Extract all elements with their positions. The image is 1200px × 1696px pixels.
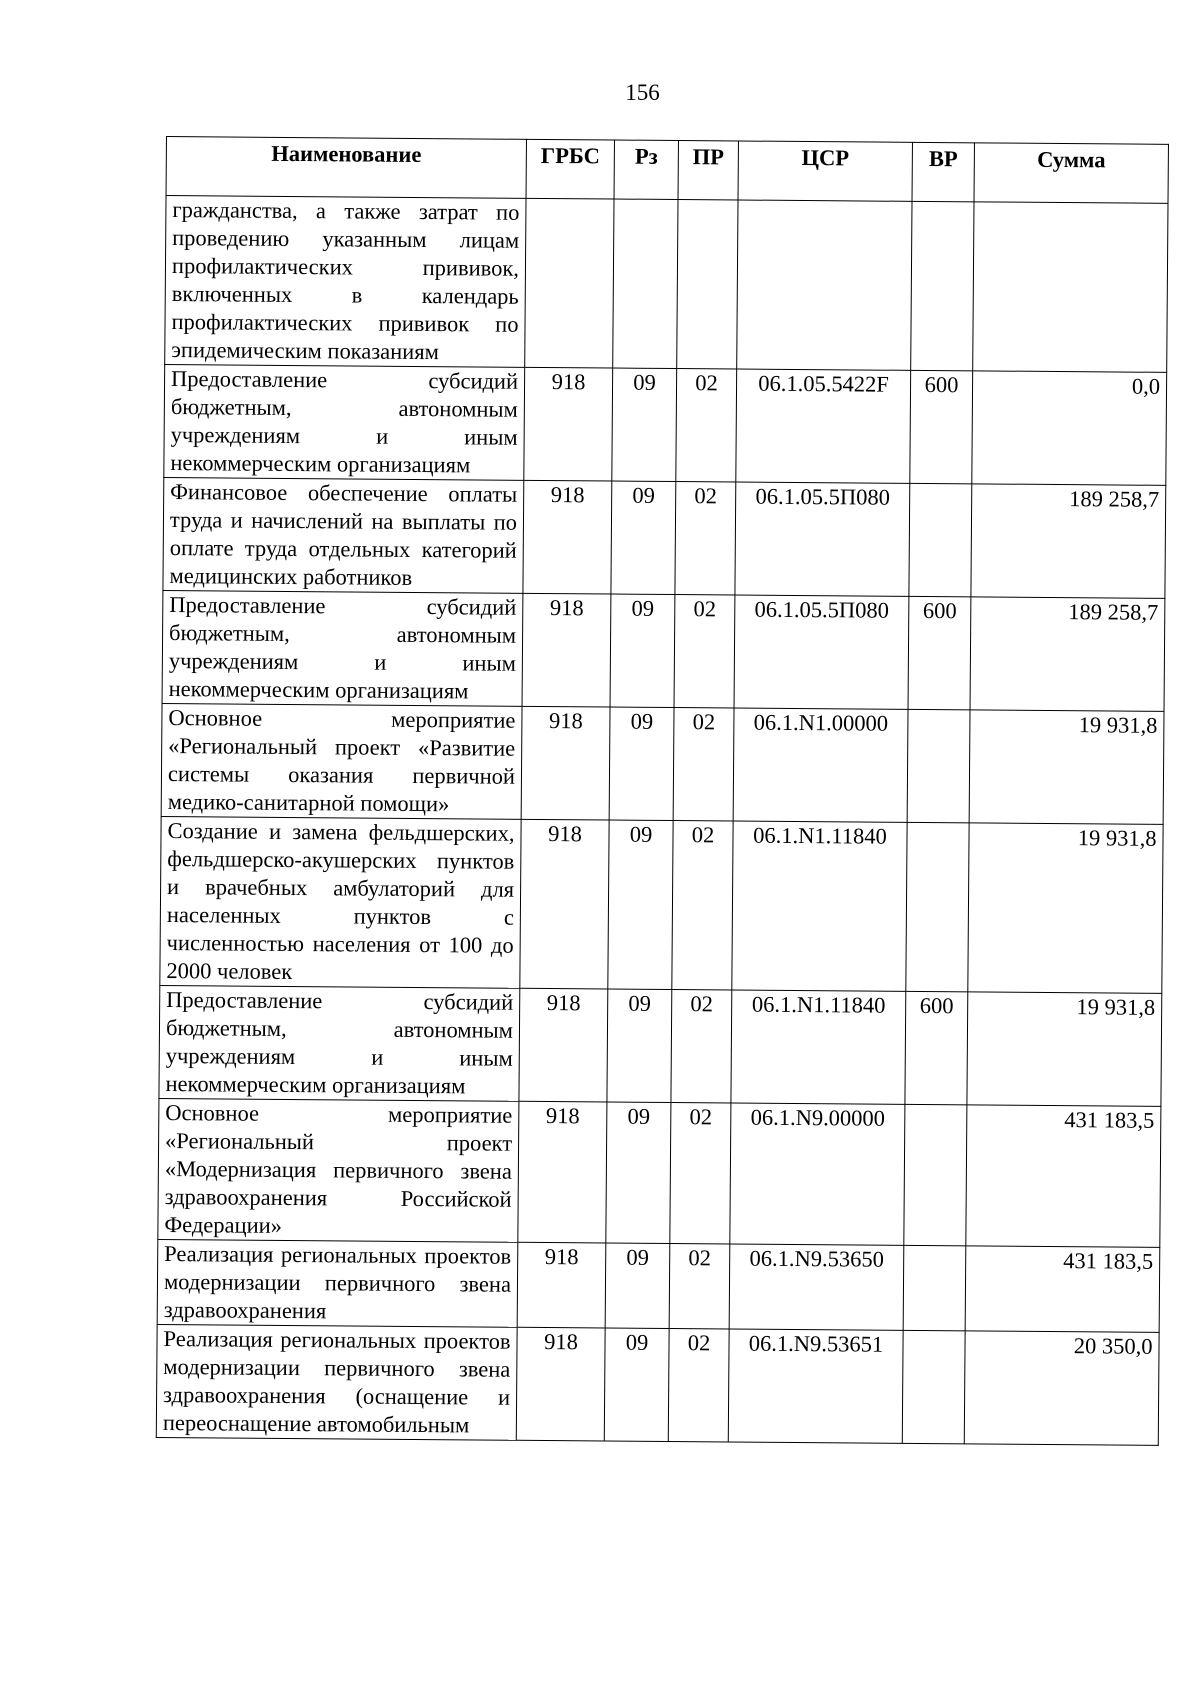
row-csr: 06.1.N1.00000 (733, 708, 908, 822)
row-name: гражданства, а также затрат по проведению указанным лицам профилактических прививок, включенных в календарь профилактических прививок по эпидемическим показаниям (165, 196, 526, 368)
row-grbs (525, 198, 614, 368)
table-row (163, 477, 1166, 598)
row-csr: 06.1.N1.11840 (731, 990, 906, 1104)
row-rz: 09 (611, 481, 676, 594)
row-rz: 09 (606, 1102, 671, 1243)
table-row (161, 703, 1164, 824)
row-name: Реализация региональных проектов модернизации первичного звена здравоохранения (157, 1239, 518, 1327)
row-csr: 06.1.N1.11840 (732, 821, 907, 991)
row-grbs: 918 (522, 593, 611, 707)
row-grbs: 918 (518, 1101, 607, 1243)
row-sum: 189 258,7 (971, 484, 1166, 599)
row-sum: 20 350,0 (964, 1331, 1159, 1446)
table-row (164, 364, 1167, 485)
row-pr: 02 (670, 1102, 731, 1243)
row-pr: 02 (671, 989, 732, 1102)
row-sum: 19 931,8 (968, 823, 1163, 994)
row-csr (737, 200, 912, 370)
row-pr: 02 (676, 369, 737, 482)
row-grbs: 918 (520, 819, 609, 989)
row-sum: 189 258,7 (970, 597, 1165, 712)
table-header (166, 137, 1168, 204)
row-grbs: 918 (523, 480, 612, 594)
row-vr (907, 709, 970, 822)
table-row (162, 590, 1165, 711)
row-vr (909, 483, 972, 596)
table-row (158, 1098, 1161, 1247)
row-rz: 09 (609, 707, 674, 820)
row-vr (902, 1330, 965, 1443)
row-rz: 09 (612, 368, 677, 481)
table-row (156, 1324, 1159, 1445)
row-pr: 02 (669, 1243, 730, 1328)
row-rz: 09 (608, 820, 673, 989)
row-name: Создание и замена фельдшерских, фельдшерско-акушерских пунктов и врачебных амбулаторий для населенных пунктов с численностью населения от 100 до 2000 человек (160, 816, 521, 988)
header-vr: ВР (912, 142, 974, 201)
row-pr: 02 (675, 482, 736, 595)
row-rz: 09 (604, 1328, 669, 1441)
row-pr: 02 (668, 1328, 729, 1441)
row-vr (911, 201, 974, 370)
row-vr (903, 1245, 966, 1330)
row-pr: 02 (673, 708, 734, 821)
header-name: Наименование (166, 137, 526, 199)
row-sum (973, 202, 1168, 373)
table-row (157, 1239, 1160, 1332)
row-sum: 0,0 (972, 371, 1167, 486)
row-vr (906, 822, 969, 991)
row-name: Основное мероприятие «Региональный проект «Модернизация первичного звена здравоохранения Российской Федерации» (158, 1098, 519, 1242)
row-csr: 06.1.N9.53650 (729, 1244, 904, 1330)
table-body (156, 196, 1168, 1446)
row-csr: 06.1.N9.53651 (728, 1329, 903, 1443)
row-pr: 02 (672, 821, 733, 990)
row-vr: 600 (908, 596, 971, 709)
row-sum: 431 183,5 (966, 1105, 1161, 1248)
row-vr (904, 1104, 967, 1245)
header-pr: ПР (678, 141, 738, 200)
header-csr: ЦСР (738, 141, 912, 201)
page-number: 156 (625, 80, 660, 105)
row-pr: 02 (674, 595, 735, 708)
row-csr: 06.1.05.5422F (736, 369, 911, 483)
row-name: Предоставление субсидий бюджетным, автономным учреждениям и иным некоммерческим организациям (164, 364, 525, 480)
row-rz (613, 199, 678, 368)
row-csr: 06.1.05.5П080 (735, 482, 910, 596)
budget-table (156, 136, 1169, 1446)
table-row (165, 196, 1168, 373)
header-grbs: ГРБС (526, 139, 614, 199)
row-name: Предоставление субсидий бюджетным, автономным учреждениям и иным некоммерческим организациям (162, 590, 523, 706)
header-rz: Рз (614, 140, 678, 200)
row-vr: 600 (905, 991, 968, 1104)
row-grbs: 918 (519, 988, 608, 1102)
header-sum: Сумма (974, 143, 1168, 204)
row-pr (677, 200, 738, 369)
row-grbs: 918 (516, 1327, 605, 1441)
row-grbs: 918 (524, 367, 613, 481)
row-csr: 06.1.N9.00000 (730, 1103, 905, 1245)
row-sum: 19 931,8 (967, 992, 1162, 1107)
row-rz: 09 (610, 594, 675, 707)
row-sum: 19 931,8 (969, 710, 1164, 825)
row-name: Финансовое обеспечение оплаты труда и начислений на выплаты по оплате труда отдельных категорий медицинских работников (163, 477, 524, 593)
row-sum: 431 183,5 (965, 1246, 1160, 1333)
row-vr: 600 (910, 370, 973, 483)
row-name: Основное мероприятие «Региональный проект «Развитие системы оказания первичной медико-санитарной помощи» (161, 703, 522, 819)
table-row (160, 816, 1163, 993)
row-rz: 09 (605, 1243, 670, 1329)
table-row (159, 985, 1162, 1106)
row-csr: 06.1.05.5П080 (734, 595, 909, 709)
row-name: Предоставление субсидий бюджетным, автономным учреждениям и иным некоммерческим организациям (159, 985, 520, 1101)
row-rz: 09 (607, 989, 672, 1102)
row-grbs: 918 (521, 706, 610, 820)
row-name: Реализация региональных проектов модернизации первичного звена здравоохранения (оснащение и переоснащение автомобильным (156, 1324, 517, 1440)
row-grbs: 918 (517, 1242, 606, 1328)
